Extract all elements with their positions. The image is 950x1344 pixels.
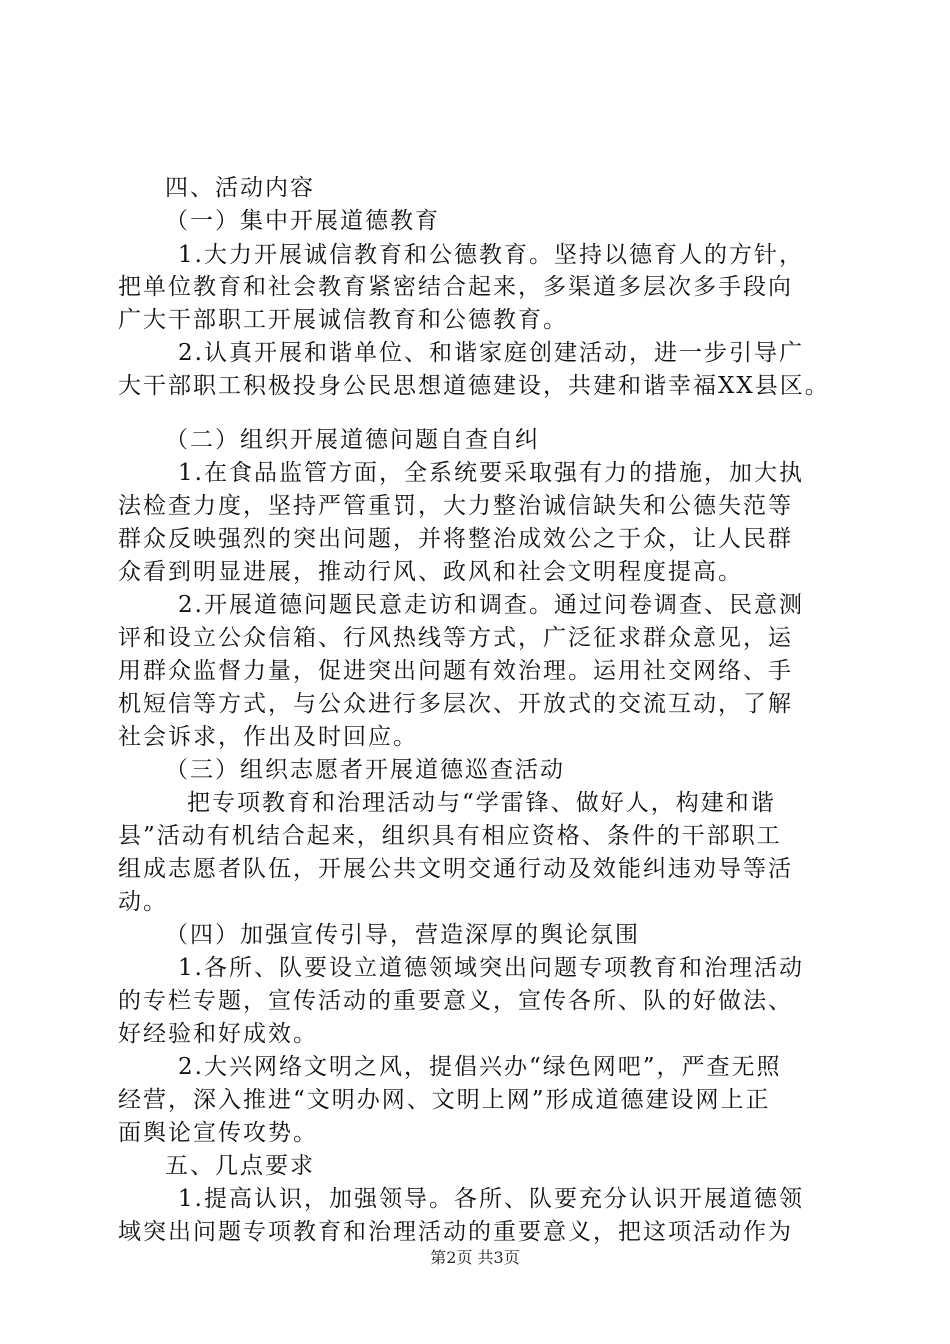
paragraph-line: 面舆论宣传攻势。 xyxy=(118,1120,318,1146)
paragraph-line: 1.各所、队要设立道德领域突出问题专项教育和治理活动 xyxy=(178,955,804,981)
page-number-footer: 第2页 共3页 xyxy=(430,1248,520,1267)
paragraph-line: 法检查力度，坚持严管重罚，大力整治诚信缺失和公德失范等 xyxy=(118,493,793,519)
paragraph-line: 大干部职工积极投身公民思想道德建设，共建和谐幸福XX县区。 xyxy=(118,373,830,399)
subheading-1: （一）集中开展道德教育 xyxy=(165,208,440,234)
paragraph-line: 组成志愿者队伍，开展公共文明交通行动及效能纠违劝导等活 xyxy=(118,856,793,882)
paragraph-line: 社会诉求，作出及时回应。 xyxy=(118,724,418,750)
paragraph-line: 把专项教育和治理活动与“学雷锋、做好人，构建和谐 xyxy=(187,790,776,816)
paragraph-line: 2.开展道德问题民意走访和调查。通过问卷调查、民意测 xyxy=(178,592,804,618)
paragraph-line: 评和设立公众信箱、行风热线等方式，广泛征求群众意见，运 xyxy=(118,625,793,651)
paragraph-line: 广大干部职工开展诚信教育和公德教育。 xyxy=(118,307,568,333)
paragraph-line: 机短信等方式，与公众进行多层次、开放式的交流互动，了解 xyxy=(118,691,793,717)
heading-section-5: 五、几点要求 xyxy=(165,1153,315,1179)
subheading-4: （四）加强宣传引导，营造深厚的舆论氛围 xyxy=(165,922,640,948)
paragraph-line: 2.大兴网络文明之风，提倡兴办“绿色网吧”，严查无照 xyxy=(178,1054,782,1080)
paragraph-line: 好经验和好成效。 xyxy=(118,1021,318,1047)
subheading-2: （二）组织开展道德问题自查自纠 xyxy=(165,427,540,453)
paragraph-line: 的专栏专题，宣传活动的重要意义，宣传各所、队的好做法、 xyxy=(118,988,793,1014)
paragraph-line: 把单位教育和社会教育紧密结合起来，多渠道多层次多手段向 xyxy=(118,274,793,300)
paragraph-line: 众看到明显进展，推动行风、政风和社会文明程度提高。 xyxy=(118,559,743,585)
paragraph-line: 2.认真开展和谐单位、和谐家庭创建活动，进一步引导广 xyxy=(178,340,804,366)
paragraph-line: 1.提高认识，加强领导。各所、队要充分认识开展道德领 xyxy=(178,1186,804,1212)
paragraph-line: 1.大力开展诚信教育和公德教育。坚持以德育人的方针， xyxy=(178,242,804,268)
paragraph-line: 用群众监督力量，促进突出问题有效治理。运用社交网络、手 xyxy=(118,658,793,684)
paragraph-line: 群众反映强烈的突出问题，并将整治成效公之于众，让人民群 xyxy=(118,526,793,552)
paragraph-line: 1.在食品监管方面，全系统要采取强有力的措施，加大执 xyxy=(178,460,804,486)
paragraph-line: 动。 xyxy=(118,889,168,915)
paragraph-line: 域突出问题专项教育和治理活动的重要意义，把这项活动作为 xyxy=(118,1219,793,1245)
paragraph-line: 经营，深入推进“文明办网、文明上网”形成道德建设网上正 xyxy=(118,1087,771,1113)
heading-section-4: 四、活动内容 xyxy=(165,175,315,201)
subheading-3: （三）组织志愿者开展道德巡查活动 xyxy=(165,757,565,783)
paragraph-line: 县”活动有机结合起来，组织具有相应资格、条件的干部职工 xyxy=(118,823,782,849)
